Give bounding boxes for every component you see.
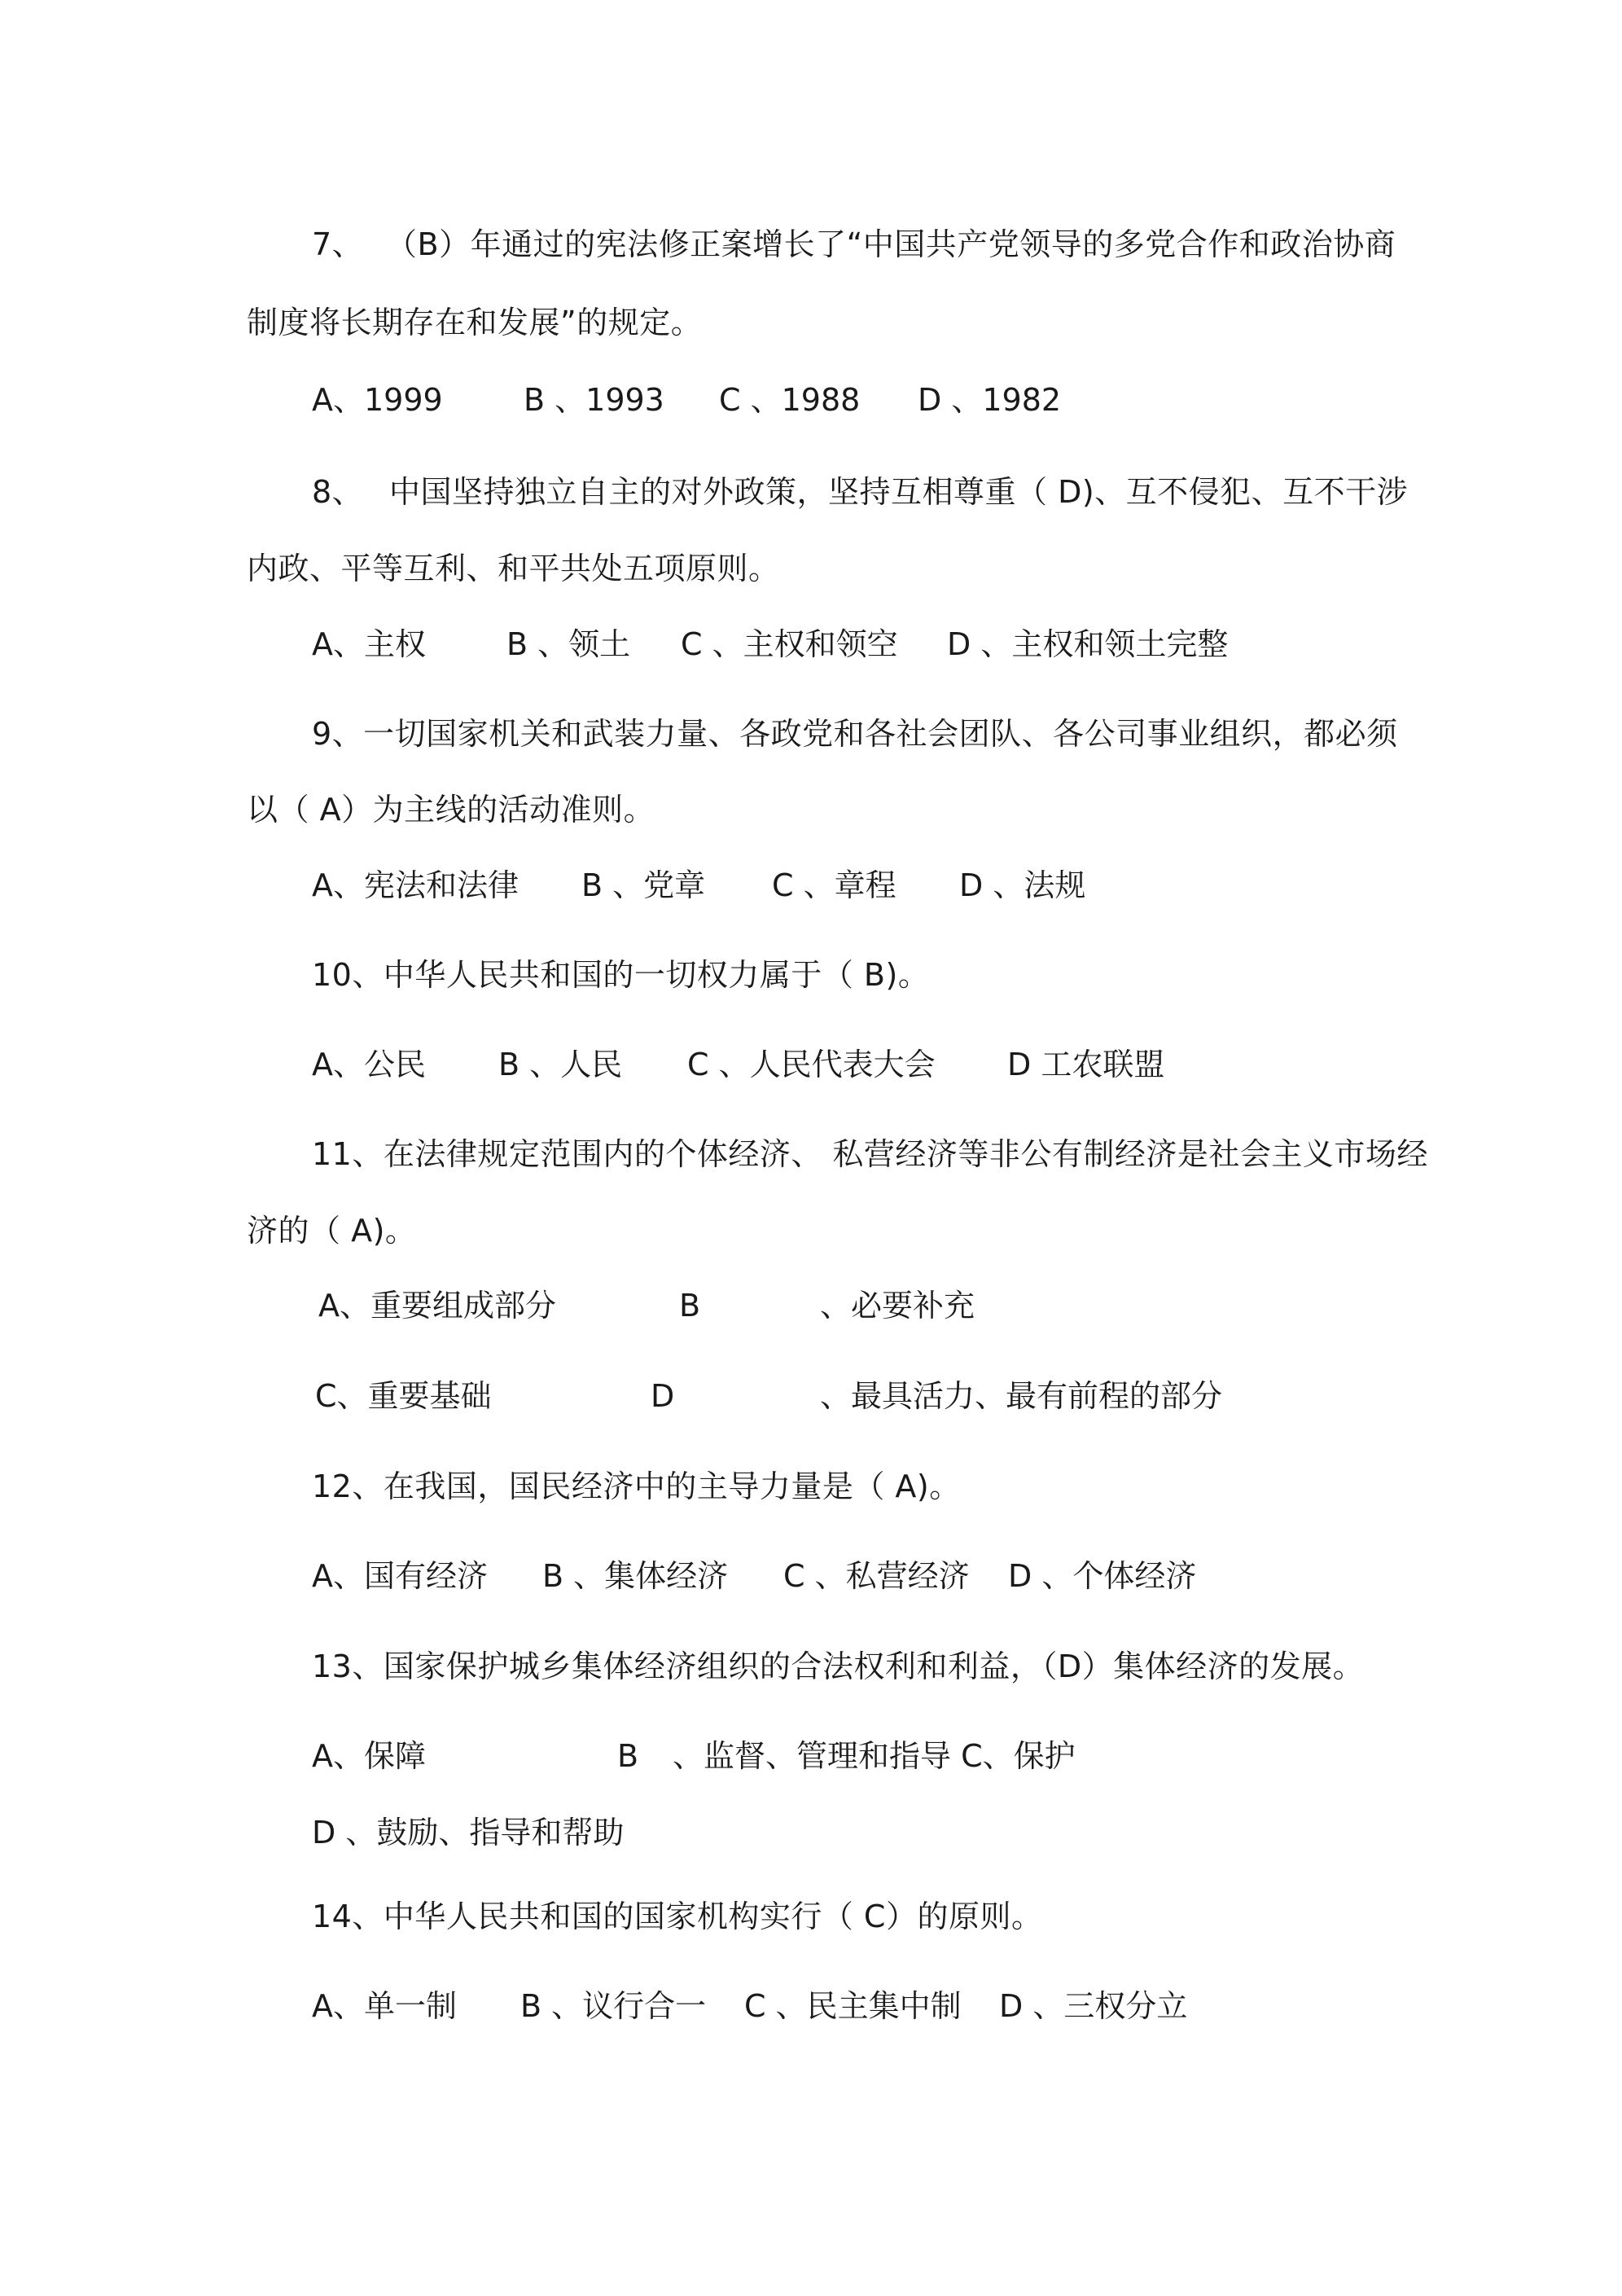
question-12-text: 12、在我国，国民经济中的主导力量是（ A)。 bbox=[312, 1468, 961, 1504]
question-10-option-d: D 工农联盟 bbox=[1007, 1047, 1165, 1082]
question-12-option-c: C 、私营经济 bbox=[783, 1558, 970, 1594]
question-11-text-cont: 济的（ A)。 bbox=[247, 1213, 417, 1249]
question-11-option-d-letter: D bbox=[651, 1378, 675, 1414]
question-7-text-cont: 制度将长期存在和发展”的规定。 bbox=[247, 305, 703, 340]
question-13-option-b-c-text: 、监督、管理和指导 C、保护 bbox=[673, 1738, 1076, 1774]
question-11-option-c: C、重要基础 bbox=[315, 1378, 492, 1414]
question-12-option-b: B 、集体经济 bbox=[542, 1558, 729, 1594]
question-8-number: 8、 bbox=[312, 474, 364, 510]
question-8-text-cont: 内政、平等互利、和平共处五项原则。 bbox=[247, 551, 780, 586]
question-13-option-b-letter: B bbox=[617, 1738, 639, 1774]
question-8-option-c: C 、主权和领空 bbox=[681, 626, 898, 662]
question-14-option-a: A、单一制 bbox=[312, 1988, 457, 2024]
question-7-option-d: D 、1982 bbox=[918, 382, 1062, 418]
question-7-option-c: C 、1988 bbox=[719, 382, 861, 418]
question-11-option-b-letter: B bbox=[679, 1288, 701, 1324]
question-10-option-b: B 、人民 bbox=[498, 1047, 623, 1082]
question-9-text-cont: 以（ A）为主线的活动准则。 bbox=[247, 792, 655, 828]
question-11-option-d-text: 、最具活力、最有前程的部分 bbox=[820, 1378, 1223, 1414]
question-11-option-a: A、重要组成部分 bbox=[318, 1288, 556, 1324]
question-11-option-b-text: 、必要补充 bbox=[820, 1288, 975, 1324]
question-12-option-a: A、国有经济 bbox=[312, 1558, 488, 1594]
question-13-option-a: A、保障 bbox=[312, 1738, 426, 1774]
question-14-option-b: B 、议行合一 bbox=[520, 1988, 707, 2024]
question-7-option-b: B 、1993 bbox=[524, 382, 664, 418]
question-13-text: 13、国家保护城乡集体经济组织的合法权利和利益，（D）集体经济的发展。 bbox=[312, 1648, 1365, 1684]
question-14-option-c: C 、民主集中制 bbox=[744, 1988, 962, 2024]
question-9-option-a: A、宪法和法律 bbox=[312, 867, 519, 903]
question-9-option-d: D 、法规 bbox=[959, 867, 1086, 903]
question-10-option-c: C 、人民代表大会 bbox=[687, 1047, 936, 1082]
question-14-option-d: D 、三权分立 bbox=[999, 1988, 1188, 2024]
question-9-option-b: B 、党章 bbox=[581, 867, 706, 903]
question-8-option-a: A、主权 bbox=[312, 626, 426, 662]
question-8-text: 中国坚持独立自主的对外政策，坚持互相尊重（ D)、互不侵犯、互不干涉 bbox=[389, 474, 1409, 510]
question-13-option-d: D 、鼓励、指导和帮助 bbox=[312, 1815, 625, 1850]
question-9-text: 9、一切国家机关和武装力量、各政党和各社会团队、各公司事业组织，都必须 bbox=[312, 716, 1398, 752]
question-12-option-d: D 、个体经济 bbox=[1008, 1558, 1197, 1594]
question-9-option-c: C 、章程 bbox=[772, 867, 896, 903]
question-7-option-a: A、1999 bbox=[312, 382, 443, 418]
question-11-text: 11、在法律规定范围内的个体经济、 私营经济等非公有制经济是社会主义市场经 bbox=[312, 1136, 1428, 1172]
question-10-text: 10、中华人民共和国的一切权力属于（ B)。 bbox=[312, 957, 930, 993]
question-7-text: （B）年通过的宪法修正案增长了“中国共产党领导的多党合作和政治协商 bbox=[386, 226, 1396, 262]
question-7-number: 7、 bbox=[312, 226, 364, 262]
question-10-option-a: A、公民 bbox=[312, 1047, 426, 1082]
question-14-text: 14、中华人民共和国的国家机构实行（ C）的原则。 bbox=[312, 1899, 1043, 1934]
question-8-option-b: B 、领土 bbox=[506, 626, 631, 662]
question-8-option-d: D 、主权和领土完整 bbox=[947, 626, 1229, 662]
